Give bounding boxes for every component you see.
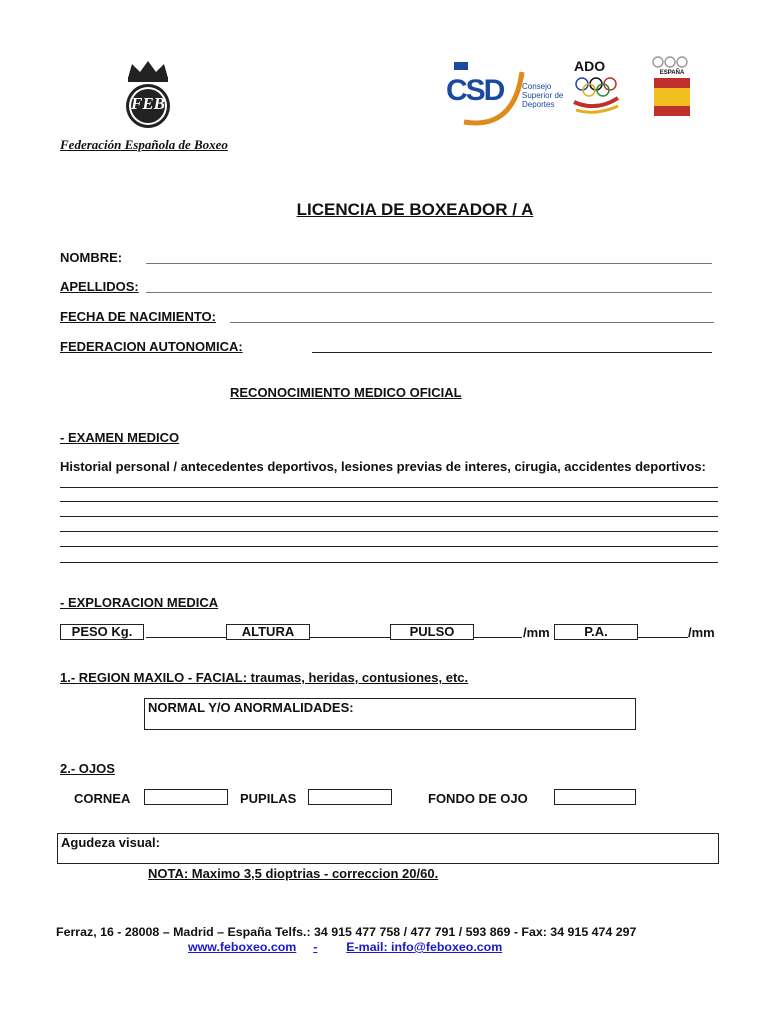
- pulso-label: PULSO: [390, 624, 474, 640]
- peso-label: PESO Kg.: [60, 624, 144, 640]
- olympic-rings-small-icon: [650, 56, 694, 70]
- pupilas-field[interactable]: [308, 789, 392, 805]
- region-heading: 1.- REGION MAXILO - FACIAL: traumas, heridas, contusiones, etc.: [60, 670, 469, 685]
- historial-line[interactable]: [60, 516, 718, 517]
- reconocimiento-heading: RECONOCIMIENTO MEDICO OFICIAL: [230, 385, 462, 400]
- footer-separator: -: [313, 940, 318, 954]
- csd-logo: [444, 60, 574, 128]
- pulso-field[interactable]: [474, 637, 522, 638]
- csd-sub-3: Deportes: [522, 100, 555, 109]
- nombre-field[interactable]: [146, 263, 712, 264]
- examen-heading: - EXAMEN MEDICO: [60, 430, 180, 445]
- fondo-ojo-label: FONDO DE OJO: [428, 791, 528, 806]
- org-name: Federación Española de Boxeo: [60, 137, 228, 152]
- coe-logo: [650, 56, 694, 118]
- ojos-heading: 2.- OJOS: [60, 761, 115, 776]
- pa-label: P.A.: [554, 624, 638, 640]
- historial-line[interactable]: [60, 546, 718, 547]
- agudeza-label: Agudeza visual:: [61, 835, 160, 850]
- espana-label: ESPAÑA: [659, 70, 685, 76]
- csd-sub-1: Consejo: [522, 82, 552, 91]
- historial-line[interactable]: [60, 501, 718, 502]
- nombre-label: NOMBRE:: [60, 250, 123, 265]
- altura-field[interactable]: [310, 637, 390, 638]
- region-box-label: NORMAL Y/O ANORMALIDADES:: [148, 700, 354, 715]
- exploracion-heading: - EXPLORACION MEDICA: [60, 595, 219, 610]
- ado-logo: [572, 58, 622, 118]
- apellidos-field[interactable]: [146, 292, 712, 293]
- pa-field[interactable]: [638, 637, 688, 638]
- historial-line[interactable]: [60, 562, 718, 563]
- federacion-label: FEDERACION AUTONOMICA:: [60, 339, 243, 354]
- feb-logo: [112, 58, 184, 130]
- pulso-unit: /mm: [523, 625, 550, 640]
- pa-unit: /mm: [688, 625, 715, 640]
- peso-field[interactable]: [146, 637, 226, 638]
- website-link[interactable]: www.feboxeo.com: [188, 940, 297, 954]
- federacion-field[interactable]: [312, 352, 712, 353]
- fecha-nacimiento-label: FECHA DE NACIMIENTO:: [60, 309, 216, 324]
- agudeza-box[interactable]: [57, 833, 719, 864]
- ado-text: ADO: [574, 58, 606, 74]
- logo-initials: FEB: [130, 94, 166, 113]
- altura-label: ALTURA: [226, 624, 310, 640]
- email-link[interactable]: E-mail: info@feboxeo.com: [346, 940, 503, 954]
- pupilas-label: PUPILAS: [240, 791, 297, 806]
- footer-address: Ferraz, 16 - 28008 – Madrid – España Telfs.: 34 915 477 758 / 477 791 / 593 869 - Fax: 34 915 474 297: [56, 925, 637, 939]
- apellidos-label: APELLIDOS:: [60, 279, 139, 294]
- cornea-field[interactable]: [144, 789, 228, 805]
- fondo-ojo-field[interactable]: [554, 789, 636, 805]
- csd-sub-2: Superior de: [522, 91, 564, 100]
- historial-line[interactable]: [60, 531, 718, 532]
- historial-line[interactable]: [60, 487, 718, 488]
- nota-text: NOTA: Maximo 3,5 dioptrias - correccion 20/60.: [148, 866, 439, 881]
- historial-label: Historial personal / antecedentes deportivos, lesiones previas de interes, cirugia, accidentes deportivos:: [60, 459, 706, 474]
- page-title: LICENCIA DE BOXEADOR / A: [296, 200, 534, 219]
- csd-text: CSD: [446, 74, 504, 107]
- cornea-label: CORNEA: [74, 791, 131, 806]
- olympic-rings-icon: [572, 76, 622, 116]
- fecha-nacimiento-field[interactable]: [230, 322, 714, 323]
- region-box[interactable]: [144, 698, 636, 730]
- spain-flag-icon: [654, 78, 690, 116]
